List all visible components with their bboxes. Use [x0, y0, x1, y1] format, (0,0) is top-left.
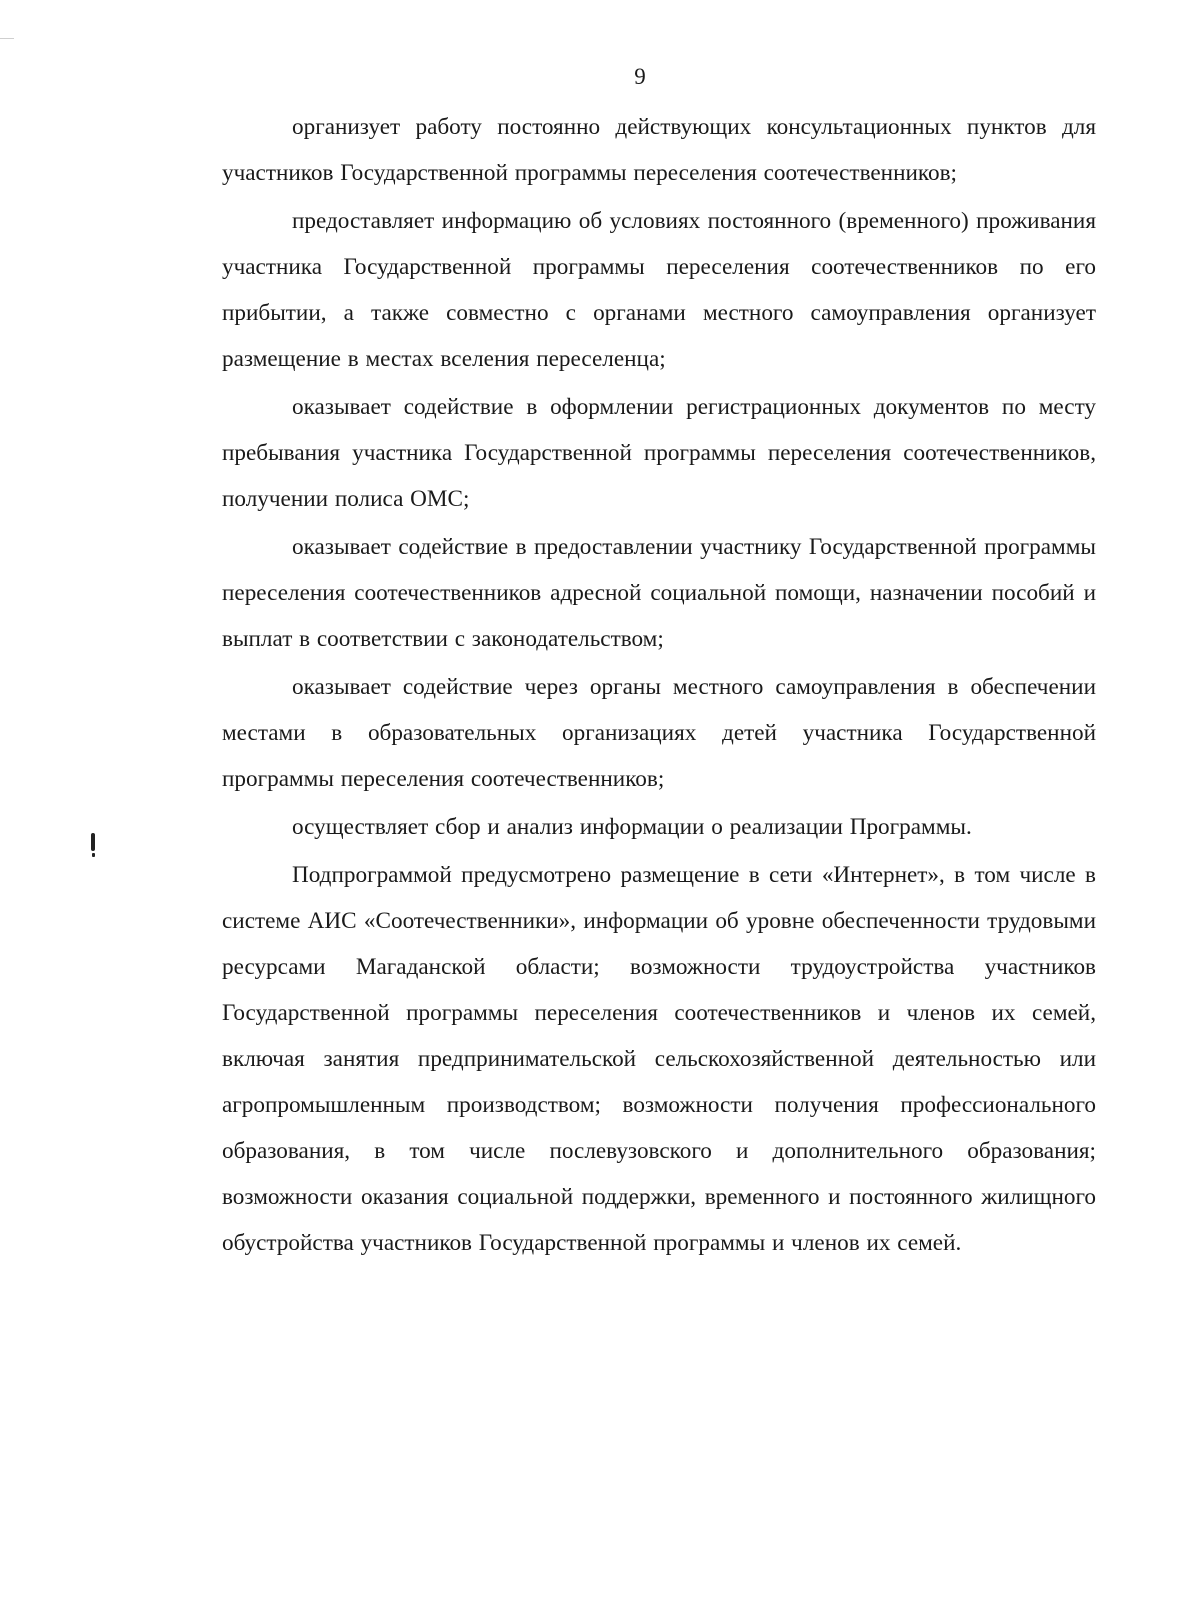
margin-mark-dot — [92, 853, 95, 857]
paragraph-4: оказывает содействие в предоставлении участнику Государственной программы переселения соотечественников адресной социальной помощи, назначении пособий и выплат в соответствии с законодательством; — [222, 534, 1096, 652]
paragraph-5: оказывает содействие через органы местного самоуправления в обеспечении местами в образовательных организациях детей участника Государственной программы переселения соотечественников; — [222, 674, 1096, 792]
margin-mark — [91, 833, 95, 851]
paragraph-1: организует работу постоянно действующих консультационных пунктов для участников Государственной программы переселения соотечественников; — [222, 114, 1096, 186]
scan-edge-mark — [0, 38, 14, 39]
paragraph-7: Подпрограммой предусмотрено размещение в сети «Интернет», в том числе в системе АИС «Соотечественники», информации об уровне обеспеченности трудовыми ресурсами Магаданской области; возможности трудоустройства участников Государственной программы переселения соотечественников и членов их семей, включая занятия предпринимательской сельскохозяйственной деятельностью или агропромышленным производством; возможности получения профессионального образования, в том числе послевузовского и дополнительного образования; возможности оказания социальной поддержки, временного и постоянного жилищного обустройства участников Государственной программы и членов их семей. — [222, 862, 1096, 1256]
paragraph-2: предоставляет информацию об условиях постоянного (временного) проживания участника Государственной программы переселения соотечественников по его прибытии, а также совместно с органами местного самоуправления организует размещение в местах вселения переселенца; — [222, 208, 1096, 372]
paragraph-6: осуществляет сбор и анализ информации о реализации Программы. — [292, 814, 972, 840]
page-number: 9 — [634, 64, 646, 89]
paragraph-3: оказывает содействие в оформлении регистрационных документов по месту пребывания участника Государственной программы переселения соотечественников, получении полиса ОМС; — [222, 394, 1096, 512]
document-body — [222, 104, 1096, 1266]
